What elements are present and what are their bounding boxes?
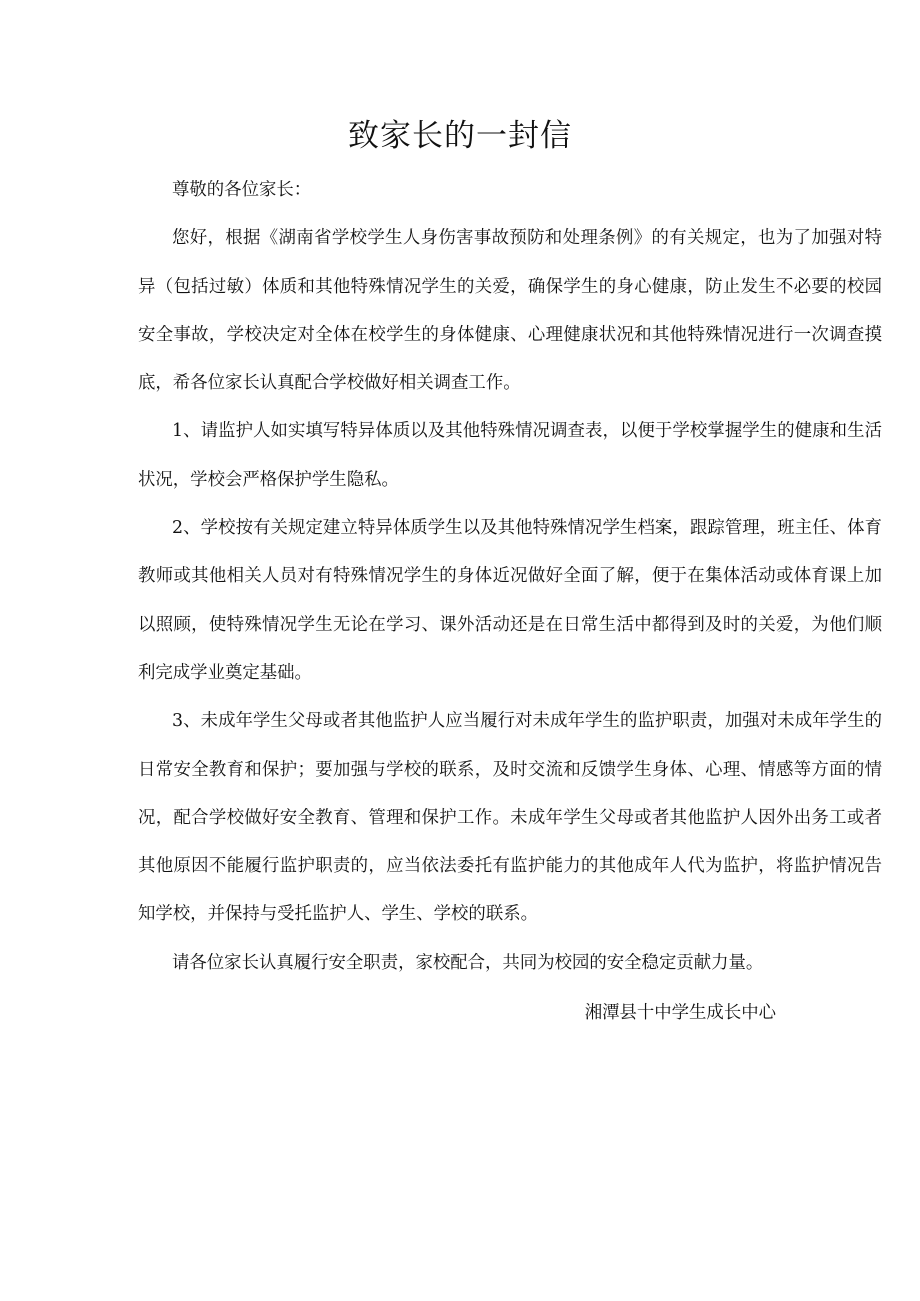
salutation: 尊敬的各位家长： — [172, 180, 312, 200]
letter-body — [138, 166, 882, 987]
paragraph-item-1: 1、请监护人如实填写特异体质以及其他特殊情况调查表，以便于学校掌握学生的健康和生活状况，学校会严格保护学生隐私。 — [138, 421, 882, 490]
signature: 湘潭县十中学生成长中心 — [584, 1003, 776, 1023]
page-title: 致家长的一封信 — [348, 118, 572, 154]
paragraph-intro: 您好，根据《湖南省学校学生人身伤害事故预防和处理条例》的有关规定，也为了加强对特异（包括过敏）体质和其他特殊情况学生的关爱，确保学生的身心健康，防止发生不必要的校园安全事故，学校决定对全体在校学生的身体健康、心理健康状况和其他特殊情况进行一次调查摸底，希各位家长认真配合学校做好相关调查工作。 — [138, 228, 882, 394]
paragraph-item-2: 2、学校按有关规定建立特异体质学生以及其他特殊情况学生档案，跟踪管理，班主任、体育教师或其他相关人员对有特殊情况学生的身体近况做好全面了解，便于在集体活动或体育课上加以照顾，使特殊情况学生无论在学习、课外活动还是在日常生活中都得到及时的关爱，为他们顺利完成学业奠定基础。 — [138, 518, 882, 683]
paragraph-item-3: 3、未成年学生父母或者其他监护人应当履行对未成年学生的监护职责，加强对未成年学生的日常安全教育和保护；要加强与学校的联系，及时交流和反馈学生身体、心理、情感等方面的情况，配合学校做好安全教育、管理和保护工作。未成年学生父母或者其他监护人因外出务工或者其他原因不能履行监护职责的，应当依法委托有监护能力的其他成年人代为监护，将监护情况告知学校，并保持与受托监护人、学生、学校的联系。 — [138, 711, 882, 925]
paragraph-closing: 请各位家长认真履行安全职责，家校配合，共同为校园的安全稳定贡献力量。 — [172, 952, 764, 973]
